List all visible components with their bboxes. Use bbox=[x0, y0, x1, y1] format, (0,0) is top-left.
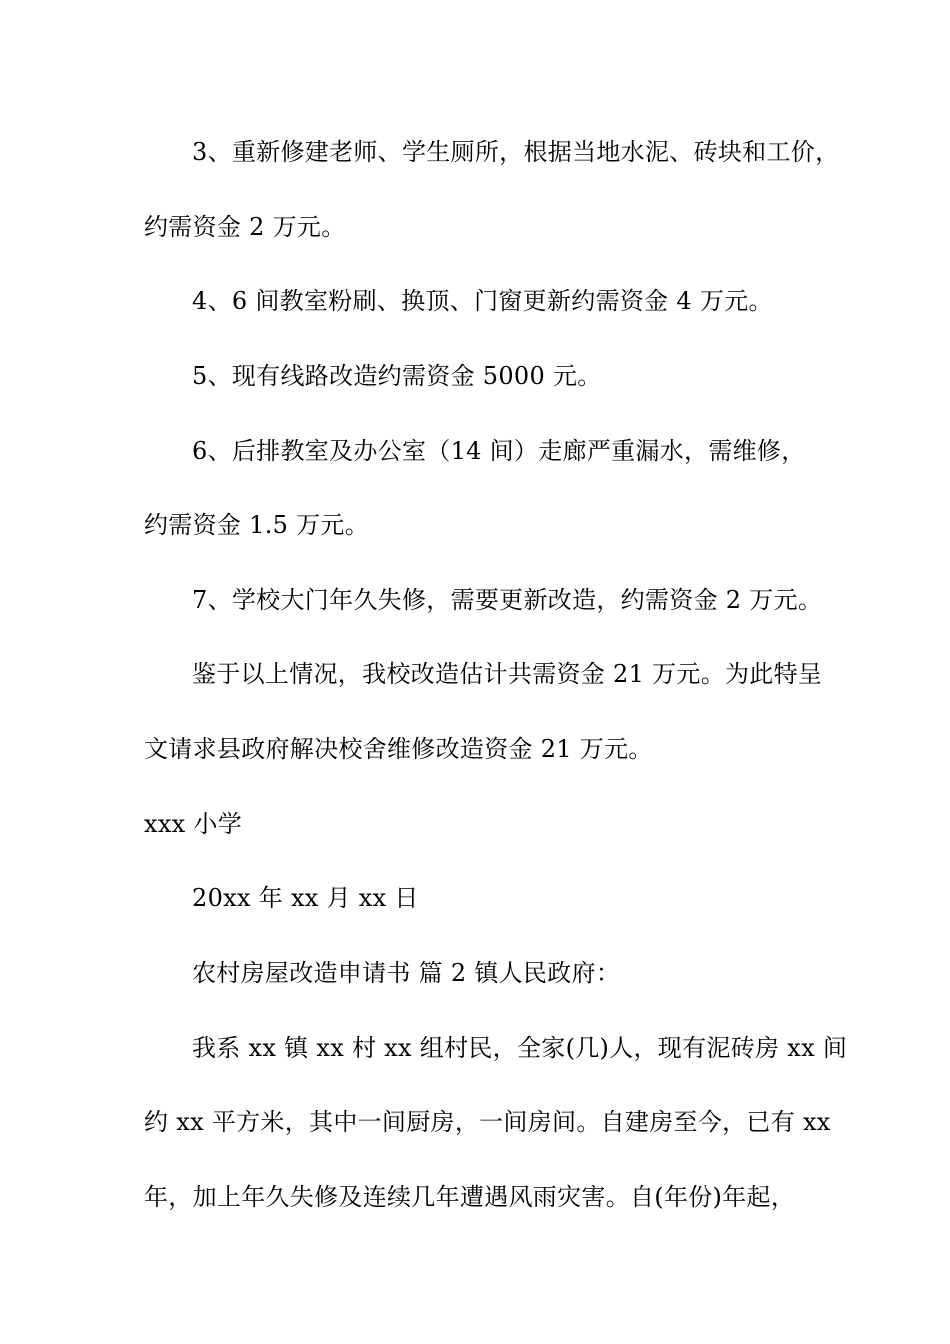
paragraph-applicant-line-3: 年，加上年久失修及连续几年遭遇风雨灾害。自(年份)年起， bbox=[144, 1183, 796, 1211]
signature-date: 20xx 年 xx 月 xx 日 bbox=[192, 884, 419, 912]
section-heading-article-2: 农村房屋改造申请书 篇 2 镇人民政府： bbox=[192, 959, 621, 987]
paragraph-item-5: 5、现有线路改造约需资金 5000 元。 bbox=[192, 362, 602, 390]
paragraph-summary-line-2: 文请求县政府解决校舍维修改造资金 21 万元。 bbox=[144, 735, 653, 763]
paragraph-item-7: 7、学校大门年久失修，需要更新改造，约需资金 2 万元。 bbox=[192, 586, 823, 614]
paragraph-item-6-line-1: 6、后排教室及办公室（14 间）走廊严重漏水，需维修， bbox=[192, 437, 806, 465]
signature-school-name: xxx 小学 bbox=[144, 810, 243, 838]
paragraph-item-6-line-2: 约需资金 1.5 万元。 bbox=[144, 511, 370, 539]
paragraph-applicant-line-1: 我系 xx 镇 xx 村 xx 组村民，全家(几)人，现有泥砖房 xx 间 bbox=[192, 1034, 848, 1062]
paragraph-applicant-line-2: 约 xx 平方米，其中一间厨房，一间房间。自建房至今，已有 xx bbox=[144, 1108, 831, 1136]
paragraph-item-4: 4、6 间教室粉刷、换顶、门窗更新约需资金 4 万元。 bbox=[192, 287, 773, 315]
paragraph-item-3-line-1: 3、重新修建老师、学生厕所，根据当地水泥、砖块和工价， bbox=[192, 138, 840, 166]
paragraph-summary-line-1: 鉴于以上情况，我校改造估计共需资金 21 万元。为此特呈 bbox=[192, 660, 823, 688]
paragraph-item-3-line-2: 约需资金 2 万元。 bbox=[144, 213, 346, 241]
